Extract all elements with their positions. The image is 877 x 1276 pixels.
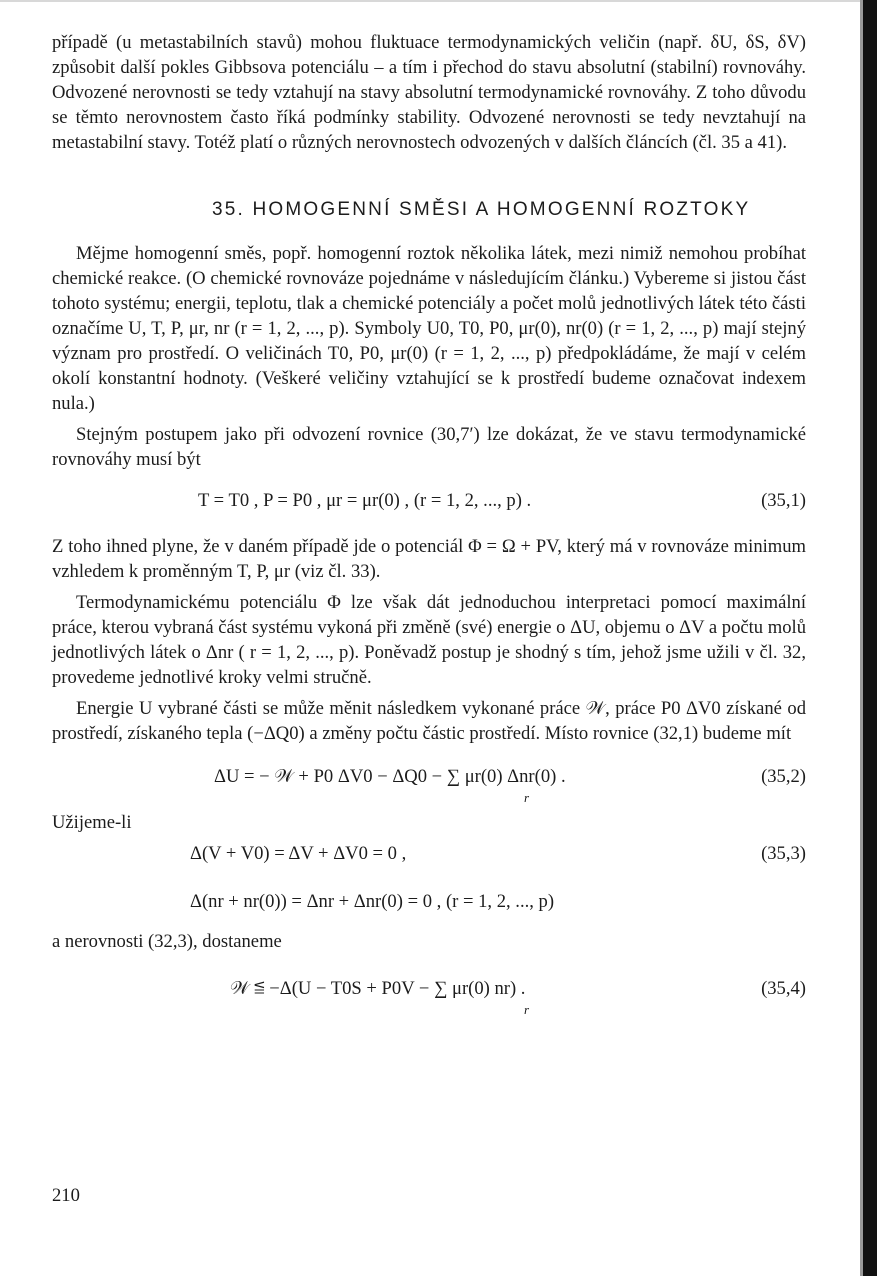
equation-35-2-number: (35,2) <box>761 766 806 787</box>
equation-35-1 <box>52 484 806 524</box>
equation-35-1-number: (35,1) <box>761 490 806 511</box>
equation-35-3-body: Δ(V + V0) = ΔV + ΔV0 = 0 , <box>190 843 407 864</box>
equation-35-3-number: (35,3) <box>761 843 806 864</box>
equation-35-4-body: 𝒲 ≦ −Δ(U − T0S + P0V − ∑ μr(0) nr) . <box>230 978 526 999</box>
page-content <box>52 30 806 1022</box>
paragraph-7: a nerovnosti (32,3), dostaneme <box>52 931 282 952</box>
equation-35-4-sum-index: r <box>524 1002 530 1017</box>
paragraph-3: Z toho ihned plyne, že v daném případě jde o potenciál Φ = Ω + PV, který má v rovnováze minimum vzhledem k proměnným T, P, μr (viz čl. 33). <box>52 536 806 582</box>
paragraph-1: Mějme homogenní směs, popř. homogenní roztok několika látek, mezi nimiž nemohou probíhat chemické reakce. (O chemické rovnováze pojednáme v následujícím článku.) Vybereme si jistou část tohoto systému; energii, teplotu, tlak a chemické potenciály a počet molů jednotlivých látek této části označíme U, T, P, μr, nr (r = 1, 2, ..., p). Symboly U0, T0, P0, μr(0), nr(0) (r = 1, 2, ..., p) mají stejný význam pro prostředí. O veličinách T0, P0, μr(0) (r = 1, 2, ..., p) předpokládáme, že mají v celém okolí konstantní hodnoty. (Veškeré veličiny vztahující se k prostředí budeme označovat indexem nula.) <box>52 243 806 414</box>
equation-35-3 <box>52 837 806 877</box>
equation-35-3b-body: Δ(nr + nr(0)) = Δnr + Δnr(0) = 0 , (r = 1, 2, ..., p) <box>190 891 555 912</box>
scan-dark-edge <box>863 0 877 1276</box>
equation-35-2-sum-index: r <box>524 790 530 805</box>
equation-35-4-number: (35,4) <box>761 978 806 999</box>
equation-35-1-body: T = T0 , P = P0 , μr = μr(0) , (r = 1, 2, ..., p) . <box>198 490 532 511</box>
paragraph-6: Užijeme-li <box>52 812 132 833</box>
intro-paragraph: případě (u metastabilních stavů) mohou fluktuace termodynamických veličin (např. δU, δS, δV) způsobit další pokles Gibbsova potenciálu – a tím i přechod do stavu absolutní (stabilní) rovnováhy. Odvozené nerovnosti se tedy vztahují na stavy absolutní termodynamické rovnováhy. Z toho důvodu se těmto nerovnostem často říká podmínky stability. Odvozené nerovnosti se tedy nevztahují na metastabilní stavy. Totéž platí o různých nerovnostech odvozených v dalších článcích (čl. 35 a 41). <box>52 32 806 153</box>
paragraph-4: Termodynamickému potenciálu Φ lze však dát jednoduchou interpretaci pomocí maximální práce, kterou vybraná část systému vykoná při změně (své) energie o ΔU, objemu o ΔV a počtu molů jednotlivých látek o Δnr ( r = 1, 2, ..., p). Poněvadž postup je shodný s tím, jehož jsme užili v čl. 32, provedeme jednotlivé kroky velmi stručně. <box>52 592 806 688</box>
paragraph-2: Stejným postupem jako při odvození rovnice (30,7′) lze dokázat, že ve stavu termodynamické rovnováhy musí být <box>52 424 806 470</box>
equation-35-3b <box>52 885 806 929</box>
scan-top-shadow <box>0 0 877 2</box>
page-number: 210 <box>52 1185 80 1206</box>
paragraph-5: Energie U vybrané části se může měnit následkem vykonané práce 𝒲, práce P0 ΔV0 získané od prostředí, získaného tepla (−ΔQ0) a změny počtu částic prostředí. Místo rovnice (32,1) budeme mít <box>52 698 806 744</box>
equation-35-2 <box>52 760 806 810</box>
section-heading: 35. HOMOGENNÍ SMĚSI A HOMOGENNÍ ROZTOKY <box>212 199 751 220</box>
equation-35-2-body: ΔU = − 𝒲 + P0 ΔV0 − ΔQ0 − ∑ μr(0) Δnr(0) . <box>214 766 566 787</box>
equation-35-4 <box>52 972 806 1022</box>
